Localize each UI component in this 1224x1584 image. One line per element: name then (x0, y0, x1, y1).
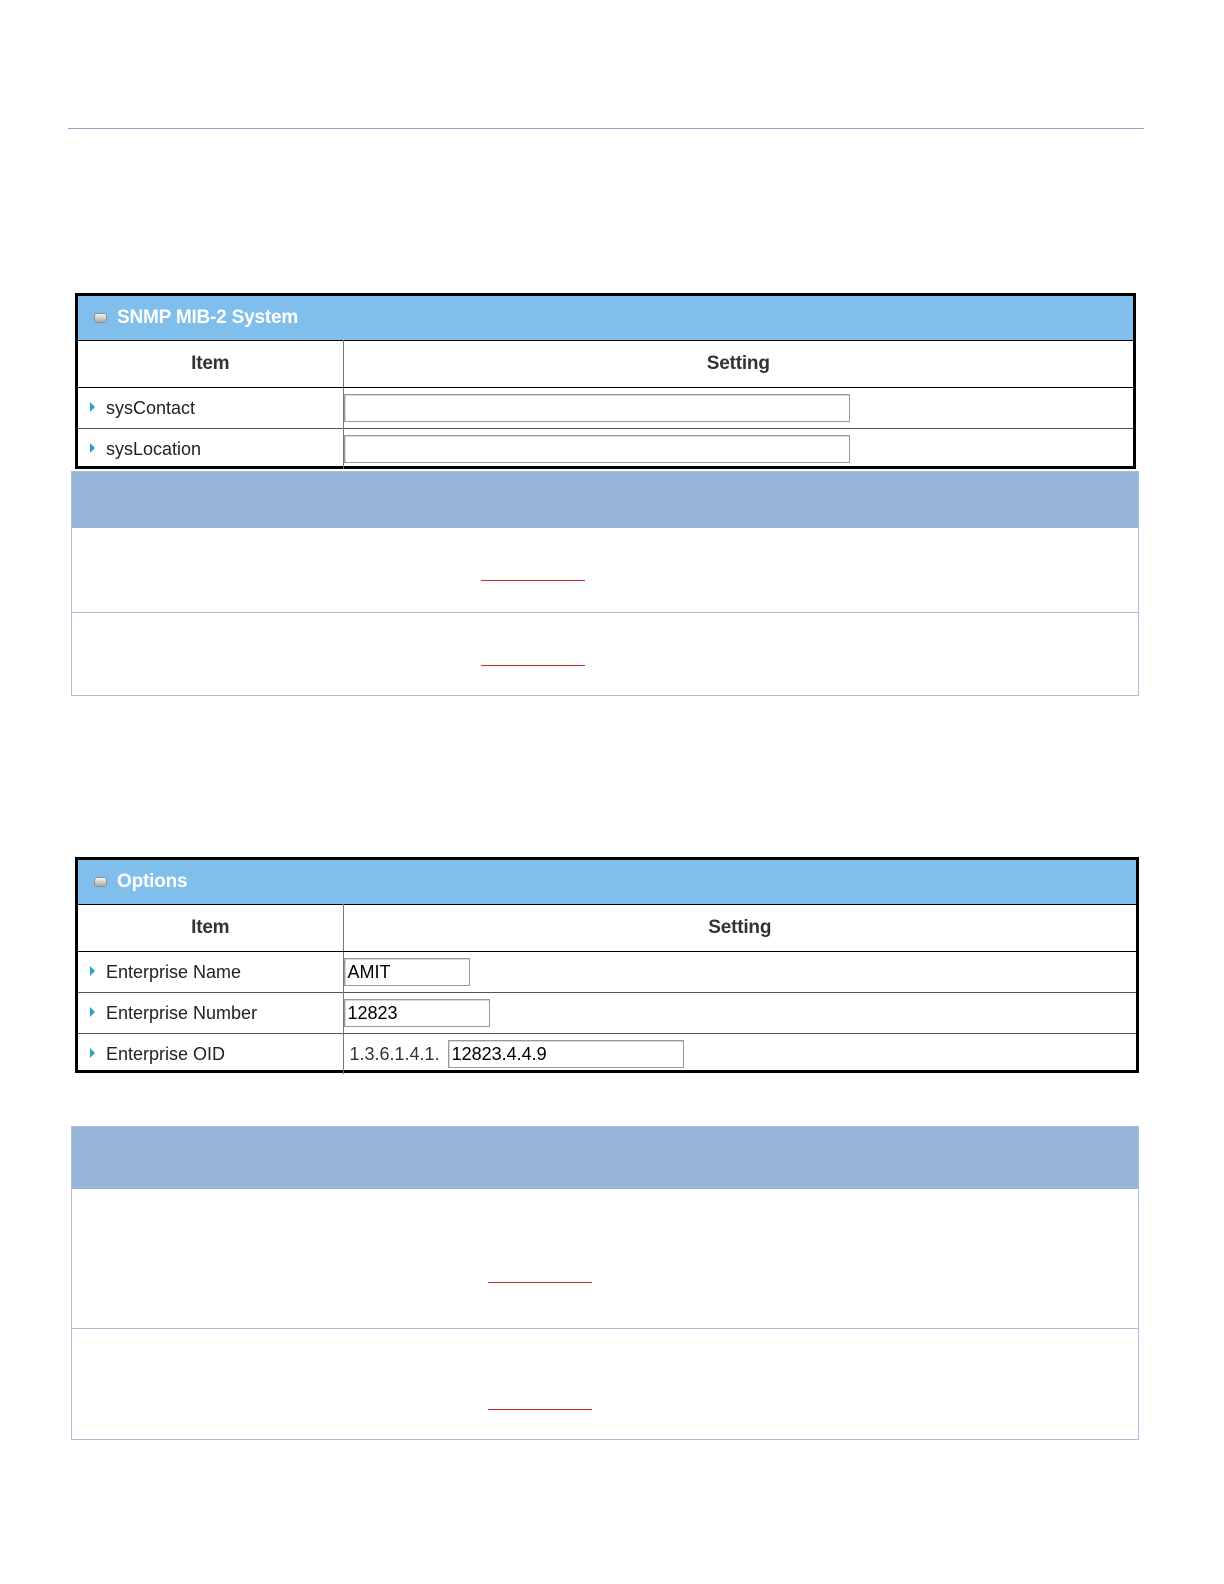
snmp-settings-table (78, 340, 1133, 469)
description-row (72, 528, 1138, 612)
syscontact-input[interactable] (344, 394, 850, 422)
enterprise-number-input[interactable]: 12823 (344, 999, 490, 1027)
description-row (72, 1328, 1138, 1439)
table-row (78, 1034, 1136, 1075)
syslocation-input[interactable] (344, 435, 850, 463)
enterprise-number-label: Enterprise Number (106, 1002, 258, 1023)
syslocation-label: sysLocation (106, 438, 202, 459)
panel-bullet-icon (94, 877, 107, 887)
enterprise-name-label: Enterprise Name (106, 961, 242, 982)
syslocation-label-cell (78, 429, 343, 470)
enterprise-oid-setting-cell (343, 1034, 1136, 1075)
options-settings-table (78, 904, 1136, 1074)
enterprise-name-label-cell (78, 952, 343, 993)
column-header-setting: Setting (343, 905, 1136, 952)
table-row (78, 429, 1133, 470)
arrow-right-icon (90, 966, 95, 976)
enterprise-number-label-cell (78, 993, 343, 1034)
description-header-bar (72, 472, 1138, 528)
syscontact-setting-cell (343, 388, 1133, 429)
arrow-right-icon (90, 402, 95, 412)
red-underline (488, 1409, 592, 1410)
snmp-mib2-system-panel (75, 293, 1136, 469)
snmp-description-box (71, 471, 1139, 696)
options-panel-header (78, 860, 1136, 904)
description-header-bar (72, 1127, 1138, 1189)
panel-bullet-icon (94, 313, 107, 323)
enterprise-oid-label-cell (78, 1034, 343, 1075)
red-underline (488, 1282, 592, 1283)
enterprise-oid-label: Enterprise OID (106, 1043, 226, 1064)
options-description-box (71, 1126, 1139, 1440)
table-row (78, 388, 1133, 429)
description-row (72, 612, 1138, 695)
options-panel (75, 857, 1139, 1073)
syscontact-label-cell (78, 388, 343, 429)
table-row (78, 952, 1136, 993)
red-underline (481, 580, 585, 581)
arrow-right-icon (90, 443, 95, 453)
enterprise-number-setting-cell (343, 993, 1136, 1034)
description-row (72, 1189, 1138, 1328)
syscontact-label: sysContact (106, 397, 196, 418)
column-header-item: Item (78, 905, 343, 952)
red-underline (481, 665, 585, 666)
enterprise-name-input[interactable]: AMIT (344, 958, 470, 986)
column-header-setting: Setting (343, 341, 1133, 388)
page-top-rule (68, 128, 1144, 129)
snmp-panel-header (78, 296, 1133, 340)
enterprise-name-setting-cell (343, 952, 1136, 993)
enterprise-oid-prefix: 1.3.6.1.4.1. (349, 1043, 440, 1064)
enterprise-oid-input[interactable]: 12823.4.4.9 (448, 1040, 684, 1068)
syslocation-setting-cell (343, 429, 1133, 470)
arrow-right-icon (90, 1048, 95, 1058)
arrow-right-icon (90, 1007, 95, 1017)
column-header-item: Item (78, 341, 343, 388)
table-row (78, 993, 1136, 1034)
snmp-panel-title: SNMP MIB-2 System (117, 307, 299, 328)
options-panel-title: Options (117, 871, 188, 892)
